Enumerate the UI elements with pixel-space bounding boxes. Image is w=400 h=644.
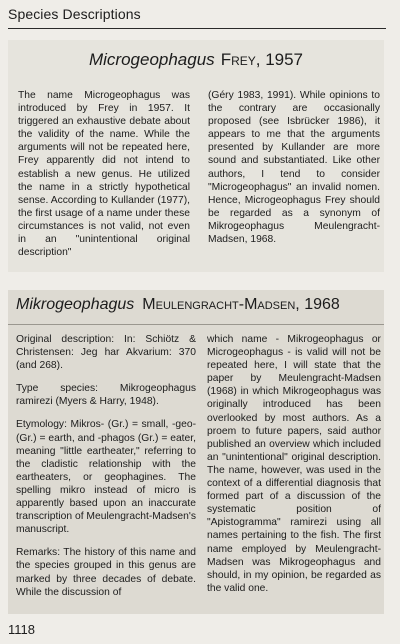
section-title-rule (8, 324, 384, 325)
remarks-paragraph: Remarks: The history of this name and the species grouped in this genus are marked by three decades of debate. While the discussion of (16, 547, 196, 598)
section-microgeophagus-right-column: (Géry 1983, 1991). While opinions to the contrary are occasionally proposed (see Isbrücker 1986), it appears to me that the arguments presented by Kullander are more sound and substantiated. Like other authors, I tend to consider "Microgeophagus" an invalid nomen. Hence, Microgeophagus Frey should be regarded as a synonym of Mikrogeophagus Meulengracht-Madsen, 1968. (208, 90, 380, 246)
genus-author: Meulengracht-Madsen, 1968 (142, 296, 340, 313)
genus-author: Frey, 1957 (220, 50, 304, 69)
genus-name: Mikrogeophagus (16, 296, 135, 313)
page-number: 1118 (8, 622, 35, 637)
section-mikrogeophagus-left-column (16, 333, 196, 609)
header-rule (8, 28, 386, 29)
section-mikrogeophagus-title (16, 296, 384, 314)
type-species-paragraph: Type species: Mikrogeophagus ramirezi (Myers & Harry, 1948). (16, 383, 196, 408)
original-description-paragraph: Original description: In: Schiötz & Christensen: Jeg har Akvarium: 370 (and 268). (16, 334, 196, 372)
running-header: Species Descriptions (8, 6, 141, 22)
etymology-paragraph: Etymology: Mikros- (Gr.) = small, -geo- (Gr.) = earth, and -phagos (Gr.) = eater, meaning "little eartheater," referring to the cladistic relationship with the eartheaters, or geophagines. The spelling mikro instead of micro is apparently based upon an inaccurate transcription of Meulengracht-Madsen's manuscript. (16, 419, 196, 536)
section-mikrogeophagus-right-column: which name - Mikrogeophagus or Microgeophagus - is valid will not be repeated here, I will state that the paper by Meulengracht-Madsen (1968) in which Mikrogeophagus was originally introduced has been overlooked by most authors. As a proem to future papers, said author published an overview which included an "unintentional" original description. The name, however, was used in the context of a differential diagnosis that formed part of a discussion of the systematic position of "Apistogramma" ramirezi using all names pertaining to the fish. The first name employed by Meulengracht-Madsen was Mikrogeophagus and should, in my opinion, be regarded as the valid one. (207, 334, 381, 594)
section-microgeophagus-left-column: The name Microgeophagus was introduced by Frey in 1957. It triggered an exhaustive debate about the validity of the name. While the arguments will not be repeated here, Frey apparently did not intend to establish a new genus. He utilized the name in a strictly hypothetical sense. According to Kullander (1977), the first usage of a name under these circumstances is not valid, not even in an "unintentional original description" (18, 90, 190, 259)
section-microgeophagus-title (8, 50, 384, 70)
genus-name: Microgeophagus (88, 50, 215, 69)
